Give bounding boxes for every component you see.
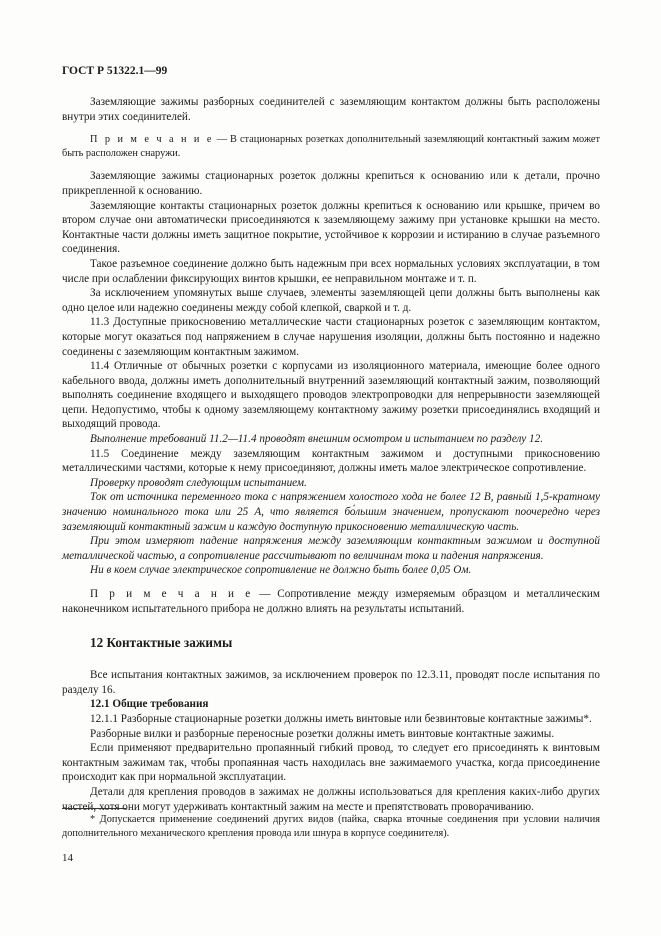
paragraph: За исключением упомянутых выше случаев, элементы заземляющей цепи должны быть выполнены как одно целое или надежно соединены между собой клепкой, сваркой и т. д. (62, 287, 600, 314)
document-body (62, 95, 600, 814)
paragraph: 11.5 Соединение между заземляющим контактным зажимом и доступными прикосновению металлическими частями, которые к нему присоединяют, должны иметь малое электрическое сопротивление. (62, 447, 600, 475)
note-text: — В стационарных розетках дополнительный заземляющий контактный зажим может быть расположен снаружи. (62, 134, 600, 159)
footnote-divider (62, 808, 126, 809)
note-label: П р и м е ч а н и е (90, 588, 253, 600)
paragraph-italic: Ни в коем случае электрическое сопротивление не должно быть более 0,05 Ом. (90, 564, 472, 577)
paragraph: 12.1.1 Разборные стационарные розетки должны иметь винтовые или безвинтовые контактные зажимы*. (90, 712, 592, 725)
note-text: — Сопротивление между измеряемым образцом и металлическим наконечником испытательного прибора не должно влиять на результаты испытаний. (62, 588, 600, 615)
note (62, 587, 600, 616)
subsection-heading: 12.1 Общие требования (90, 698, 209, 711)
paragraph: 11.4 Отличные от обычных розетки с корпусами из изоляционного материала, имеющие более одного кабельного ввода, должны иметь дополнительный внутренний заземляющий контактный зажим, позволяющий выполнять соединение входящего и выходящего проводов электропроводки для непрерывности заземляющей цепи. Недопустимо, чтобы к одному заземляющему контактному зажиму розетки присоединялись входящий и выходящий провода. (62, 360, 600, 431)
footnote: * Допускается применение соединений других видов (пайка, сварка вточные соединения при условии наличия дополнительного механического крепления провода или шнура в корпусе соединителя). (62, 814, 600, 839)
paragraph-italic: Выполнение требований 11.2—11.4 проводят внешним осмотром и испытанием по разделу 12. (90, 433, 544, 446)
document-header: ГОСТ Р 51322.1—99 (62, 65, 168, 77)
paragraph: Все испытания контактных зажимов, за исключением проверок по 12.3.11, проводят после испытания по разделу 16. (62, 669, 600, 696)
paragraph: Детали для крепления проводов в зажимах не должны использоваться для крепления каких-либо других частей, хотя они могут удерживать контактный зажим на месте и препятствовать проворачиванию. (62, 785, 600, 813)
paragraph-italic: Проверку проводят следующим испытанием. (90, 476, 307, 489)
paragraph: Такое разъемное соединение должно быть надежным при всех нормальных условиях эксплуатации, в том числе при ослаблении фиксирующих винтов крышки, ее неправильном монтаже и т. п. (62, 257, 600, 285)
note-label: П р и м е ч а н и е (90, 134, 214, 146)
paragraph: Заземляющие зажимы разборных соединителей с заземляющим контактом должны быть расположены внутри этих соединителей. (62, 96, 600, 123)
note (62, 133, 600, 160)
paragraph: 11.3 Доступные прикосновению металлические части стационарных розеток с заземляющим контактом, которые могут оказаться под напряжением в случае нарушения изоляции, должны быть постоянно и надежно соединены с заземляющим контактным зажимом. (62, 316, 600, 358)
paragraph: Заземляющие зажимы стационарных розеток должны крепиться к основанию или к детали, прочно прикрепленной к основанию. (62, 170, 600, 197)
paragraph: Заземляющие контакты стационарных розеток должны крепиться к основанию или крышке, причем во втором случае они автоматически присоединяются к заземляющему зажиму при установке крышки на место. Контактные части должны иметь защитное покрытие, устойчивое к коррозии и истиранию в случае разъемного соединения. (62, 199, 600, 256)
paragraph: Разборные вилки и разборные переносные розетки должны иметь винтовые контактные зажимы. (90, 727, 555, 740)
paragraph: Если применяют предварительно пропаянный гибкий провод, то следует его присоединять к винтовым контактным зажимам так, чтобы пропаянная часть находилась вне зажимаемого участка, когда присоединение происходит как при нормальной эксплуатации. (62, 742, 600, 784)
section-title: 12 Контактные зажимы (90, 635, 233, 651)
paragraph-italic: При этом измеряют падение напряжения между заземляющим контактным зажимом и доступной металлической частью, а сопротивление рассчитывают по величинам тока и падения напряжения. (62, 535, 600, 562)
page-number: 14 (62, 852, 73, 864)
paragraph-italic: Ток от источника переменного тока с напряжением холостого хода не более 12 В, равный 1,5-кратному значению номинального тока или 25 А, что является бо́льшим значением, пропускают поочередно через заземляющий контактный зажим и каждую доступную прикосновению металлическую часть. (62, 491, 600, 533)
